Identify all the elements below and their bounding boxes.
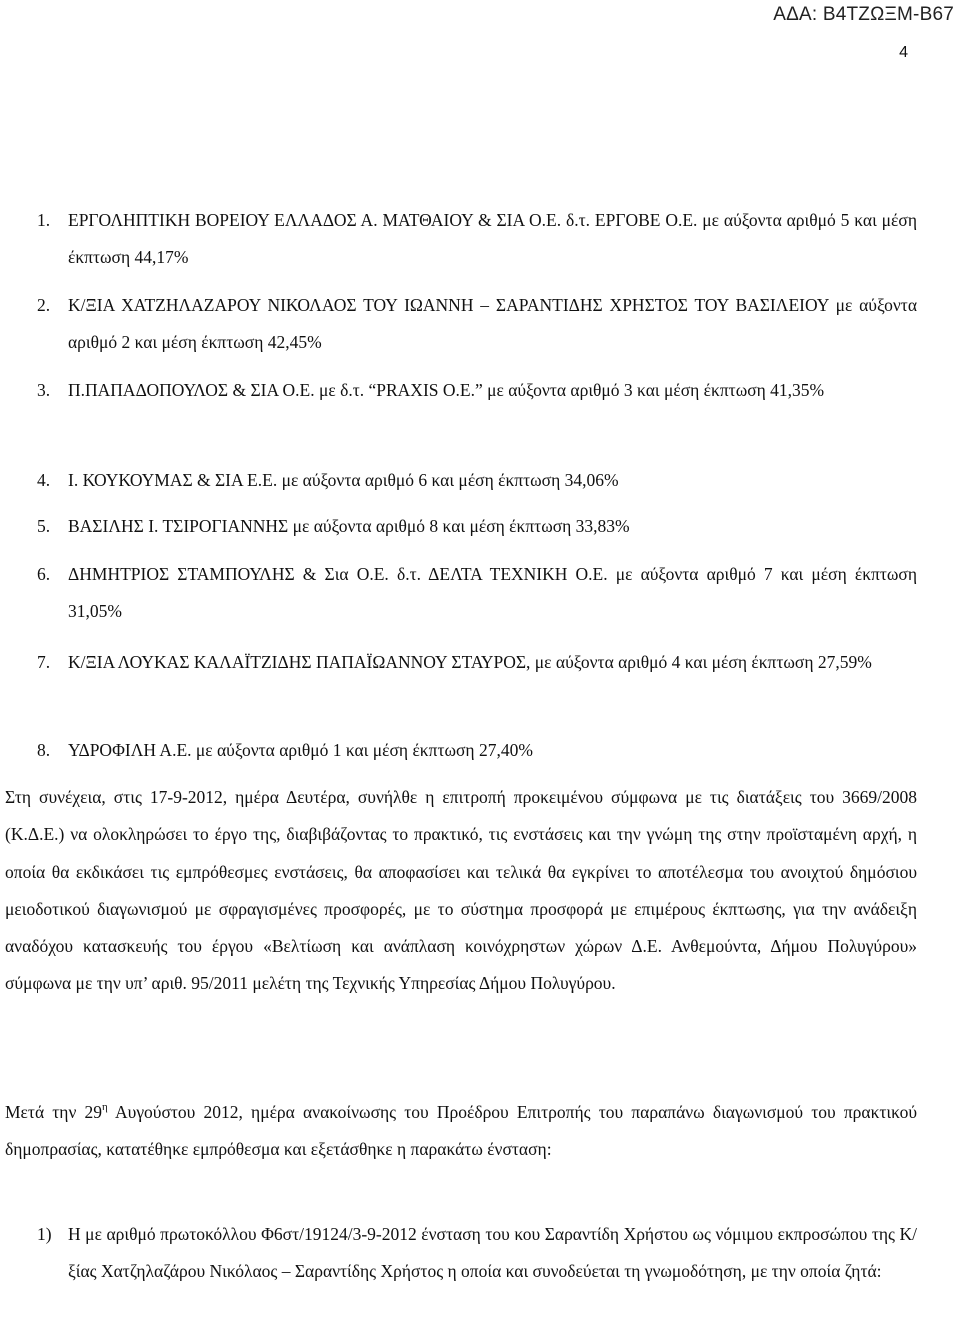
list-item — [5, 462, 917, 499]
list-item-text: Κ/ΞΙΑ ΛΟΥΚΑΣ ΚΑΛΑΪΤΖΙΔΗΣ ΠΑΠΑΪΩΑΝΝΟΥ ΣΤΑΥΡΟΣ, με αύξοντα αριθμό 4 και μέση έκπτωση 27,59% — [68, 652, 872, 672]
list-item-number: 1. — [37, 210, 51, 230]
list-item — [5, 287, 917, 361]
objection-intro-paragraph — [5, 1094, 917, 1169]
objection-number: 1) — [37, 1224, 52, 1244]
list-item-number: 7. — [37, 652, 51, 672]
objection-item — [5, 1216, 917, 1290]
list-item — [5, 732, 917, 769]
ordinal-superscript: η — [102, 1101, 108, 1113]
list-item — [5, 556, 917, 630]
committee-paragraph: Στη συνέχεια, στις 17-9-2012, ημέρα Δευτέρα, συνήλθε η επιτροπή προκειμένου σύμφωνα με τις διατάξεις του 3669/2008 (Κ.Δ.Ε.) να ολοκληρώσει το έργο της, διαβιβάζοντας το πρακτικό, τις ενστάσεις και την γνώμη της στην προϊσταμένη αρχή, η οποία θα εκδικάσει τις εμπρόθεσμες ενστάσεις, θα αποφασίσει και τελικά θα εγκρίνει το αποτέλεσμα του ανοιχτού δημόσιου μειοδοτικού διαγωνισμού με σφραγισμένες προσφορές, με το σύστημα προσφορά με επιμέρους έκπτωσης, για την ανάδειξη αναδόχου κατασκευής του έργου «Βελτίωση και ανάπλαση κοινόχρηστων χώρων Δ.Ε. Ανθεμούντα, Δήμου Πολυγύρου» σύμφωνα με την υπ’ αριθ. 95/2011 μελέτη της Τεχνικής Υπηρεσίας Δήμου Πολυγύρου. — [5, 787, 917, 994]
list-item-text: ΕΡΓΟΛΗΠΤΙΚΗ ΒΟΡΕΙΟΥ ΕΛΛΑΔΟΣ Α. ΜΑΤΘΑΙΟΥ & ΣΙΑ Ο.Ε. δ.τ. ΕΡΓΟΒΕ Ο.Ε. με αύξοντα αριθμό 5 και μέση έκπτωση 44,17% — [68, 210, 917, 267]
list-item — [5, 372, 917, 409]
list-item-number: 5. — [37, 516, 51, 536]
objection-text: Η με αριθμό πρωτοκόλλου Φ6στ/19124/3-9-2012 ένσταση του κου Σαραντίδη Χρήστου ως νόμιμου εκπροσώπου της Κ/ξίας Χατζηλαζάρου Νικόλαος – Σαραντίδης Χρήστος η οποία και συνοδεύεται τη γνωμοδότηση, με την οποία ζητά: — [68, 1224, 917, 1281]
list-item-text: ΒΑΣΙΛΗΣ Ι. ΤΣΙΡΟΓΙΑΝΝΗΣ με αύξοντα αριθμό 8 και μέση έκπτωση 33,83% — [68, 516, 630, 536]
page-number: 4 — [899, 44, 908, 61]
list-item — [5, 202, 917, 276]
objection-intro-text: Αυγούστου 2012, ημέρα ανακοίνωσης του Προέδρου Επιτροπής του παραπάνω διαγωνισμού του πρακτικού δημοπρασίας, κατατέθηκε εμπρόθεσμα και εξετάσθηκε η παρακάτω ένσταση: — [5, 1102, 917, 1160]
list-item — [5, 508, 917, 545]
list-item — [5, 644, 917, 681]
list-item-text: ΔΗΜΗΤΡΙΟΣ ΣΤΑΜΠΟΥΛΗΣ & Σια Ο.Ε. δ.τ. ΔΕΛΤΑ ΤΕΧΝΙΚΗ Ο.Ε. με αύξοντα αριθμό 7 και μέση έκπτωση 31,05% — [68, 564, 917, 621]
list-item-number: 2. — [37, 295, 51, 315]
list-item-text: ΥΔΡΟΦΙΛΗ Α.Ε. με αύξοντα αριθμό 1 και μέση έκπτωση 27,40% — [68, 740, 533, 760]
list-item-text: Ι. ΚΟΥΚΟΥΜΑΣ & ΣΙΑ Ε.Ε. με αύξοντα αριθμό 6 και μέση έκπτωση 34,06% — [68, 470, 619, 490]
ada-code: ΑΔΑ: Β4ΤΖΩΞΜ-Β67 — [773, 4, 954, 25]
list-item-text: Π.ΠΑΠΑΔΟΠΟΥΛΟΣ & ΣΙΑ Ο.Ε. με δ.τ. “PRAXIS Ο.Ε.” με αύξοντα αριθμό 3 και μέση έκπτωση 41,35% — [68, 380, 825, 400]
list-item-number: 4. — [37, 470, 51, 490]
list-item-number: 8. — [37, 740, 51, 760]
date-prefix: Μετά την 29 — [5, 1102, 103, 1122]
list-item-number: 3. — [37, 380, 51, 400]
list-item-text: Κ/ΞΙΑ ΧΑΤΖΗΛΑΖΑΡΟΥ ΝΙΚΟΛΑΟΣ ΤΟΥ ΙΩΑΝΝΗ – ΣΑΡΑΝΤΙΔΗΣ ΧΡΗΣΤΟΣ ΤΟΥ ΒΑΣΙΛΕΙΟΥ με αύξοντα αριθμό 2 και μέση έκπτωση 42,45% — [68, 295, 917, 352]
list-item-number: 6. — [37, 564, 51, 584]
